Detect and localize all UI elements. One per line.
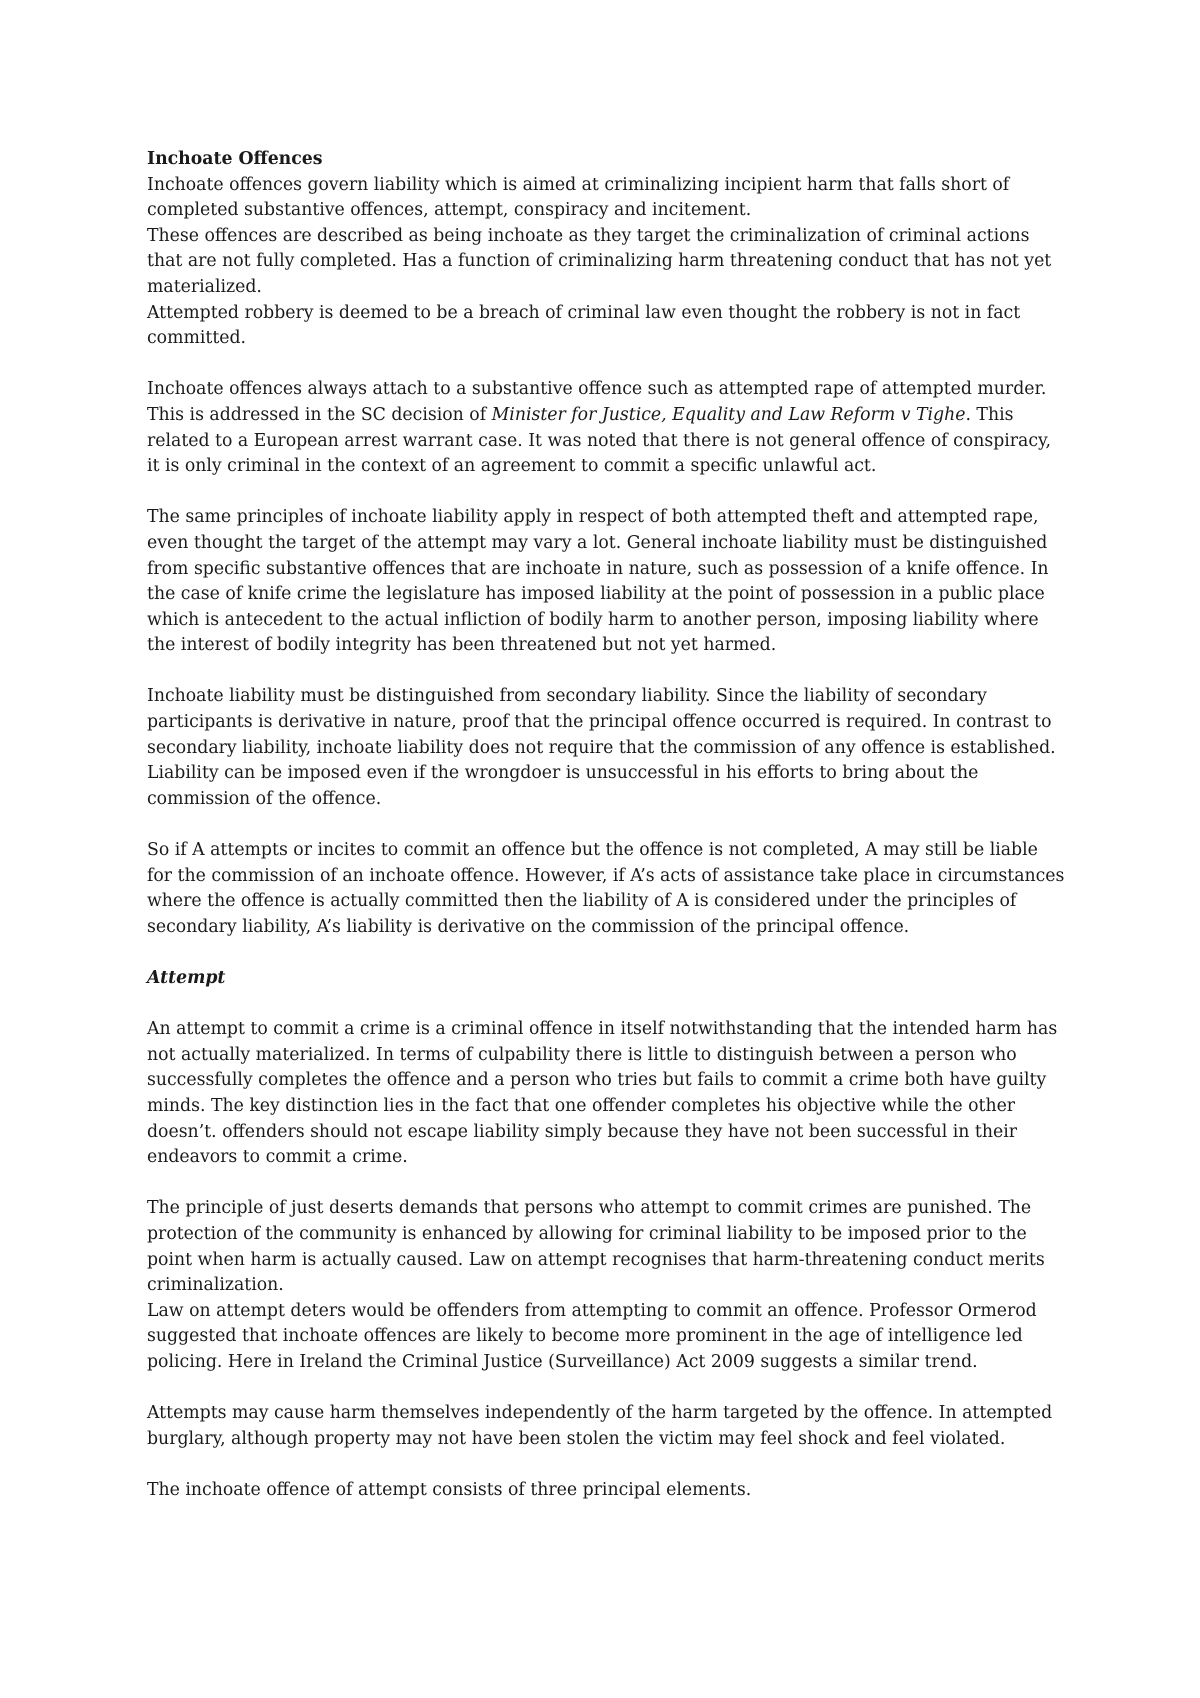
case-name: Minister for Justice, Equality and Law Reform v Tighe xyxy=(491,404,966,425)
intro-paragraph-3: Attempted robbery is deemed to be a breach of criminal law even thought the robbery is not in fact committed. xyxy=(147,302,1021,349)
substantive-text-before-case: Inchoate offences always attach to a substantive offence such as attempted rape of attempted murder. This is addressed in the SC decision of xyxy=(147,379,1047,425)
secondary-liability-paragraph: Inchoate liability must be distinguished from secondary liability. Since the liability of secondary participants is derivative in nature, proof that the principal offence occurred is required. In contrast to secondary liability, inchoate liability does not require that the commission of any offence is established. Liability can be imposed even if the wrongdoer is unsuccessful in his efforts to bring about the commission of the offence. xyxy=(147,686,1056,809)
document-page xyxy=(147,147,1067,1503)
principles-paragraph: The same principles of inchoate liability apply in respect of both attempted theft and attempted rape, even thought the target of the attempt may vary a lot. General inchoate liability must be distinguished from specific substantive offences that are inchoate in nature, such as possession of a knife offence. In the case of knife crime the legislature has imposed liability at the point of possession in a public place which is antecedent to the actual infliction of bodily harm to another person, imposing liability where the interest of bodily integrity has been threatened but not yet harmed. xyxy=(147,507,1049,656)
attempt-paragraph-1: An attempt to commit a crime is a criminal offence in itself notwithstanding that the intended harm has not actually materialized. In terms of culpability there is little to distinguish between a person who successfully completes the offence and a person who tries but fails to commit a crime both have guilty minds. The key distinction lies in the fact that one offender completes his objective while the other doesn’t. offenders should not escape liability simply because they have not been successful in their endeavors to commit a crime. xyxy=(147,1019,1058,1168)
attempt-paragraph-2a: The principle of just deserts demands that persons who attempt to commit crimes are punished. The protection of the community is enhanced by allowing for criminal liability to be imposed prior to the point when harm is actually caused. Law on attempt recognises that harm-threatening conduct merits criminalization. xyxy=(147,1198,1045,1296)
attempt-paragraph-3: Attempts may cause harm themselves independently of the harm targeted by the offence. In attempted burglary, although property may not have been stolen the victim may feel shock and feel violated. xyxy=(147,1403,1053,1449)
substantive-text-after-case: . This related to a European arrest warrant case. It was noted that there is not general offence of conspiracy, it is only criminal in the context of an agreement to commit a specific unlawful act. xyxy=(147,404,1051,477)
attempt-paragraph-4: The inchoate offence of attempt consists of three principal elements. xyxy=(147,1479,752,1500)
intro-paragraph-2: These offences are described as being inchoate as they target the criminalization of criminal actions that are not fully completed. Has a function of criminalizing harm threatening conduct that has not yet materialized. xyxy=(147,225,1052,297)
intro-paragraph-1: Inchoate offences govern liability which is aimed at criminalizing incipient harm that falls short of completed substantive offences, attempt, conspiracy and incitement. xyxy=(147,174,1010,221)
document-title: Inchoate Offences xyxy=(147,149,323,169)
attempt-heading: Attempt xyxy=(147,968,226,988)
example-paragraph: So if A attempts or incites to commit an offence but the offence is not completed, A may still be liable for the commission of an inchoate offence. However, if A’s acts of assistance take place in circumstances where the offence is actually committed then the liability of A is considered under the principles of secondary liability, A’s liability is derivative on the commission of the principal offence. xyxy=(147,840,1065,937)
attempt-paragraph-2b: Law on attempt deters would be offenders from attempting to commit an offence. Professor Ormerod suggested that inchoate offences are likely to become more prominent in the age of intelligence led policing. Here in Ireland the Criminal Justice (Surveillance) Act 2009 suggests a similar trend. xyxy=(147,1300,1037,1372)
substantive-offence-paragraph xyxy=(147,377,1067,479)
